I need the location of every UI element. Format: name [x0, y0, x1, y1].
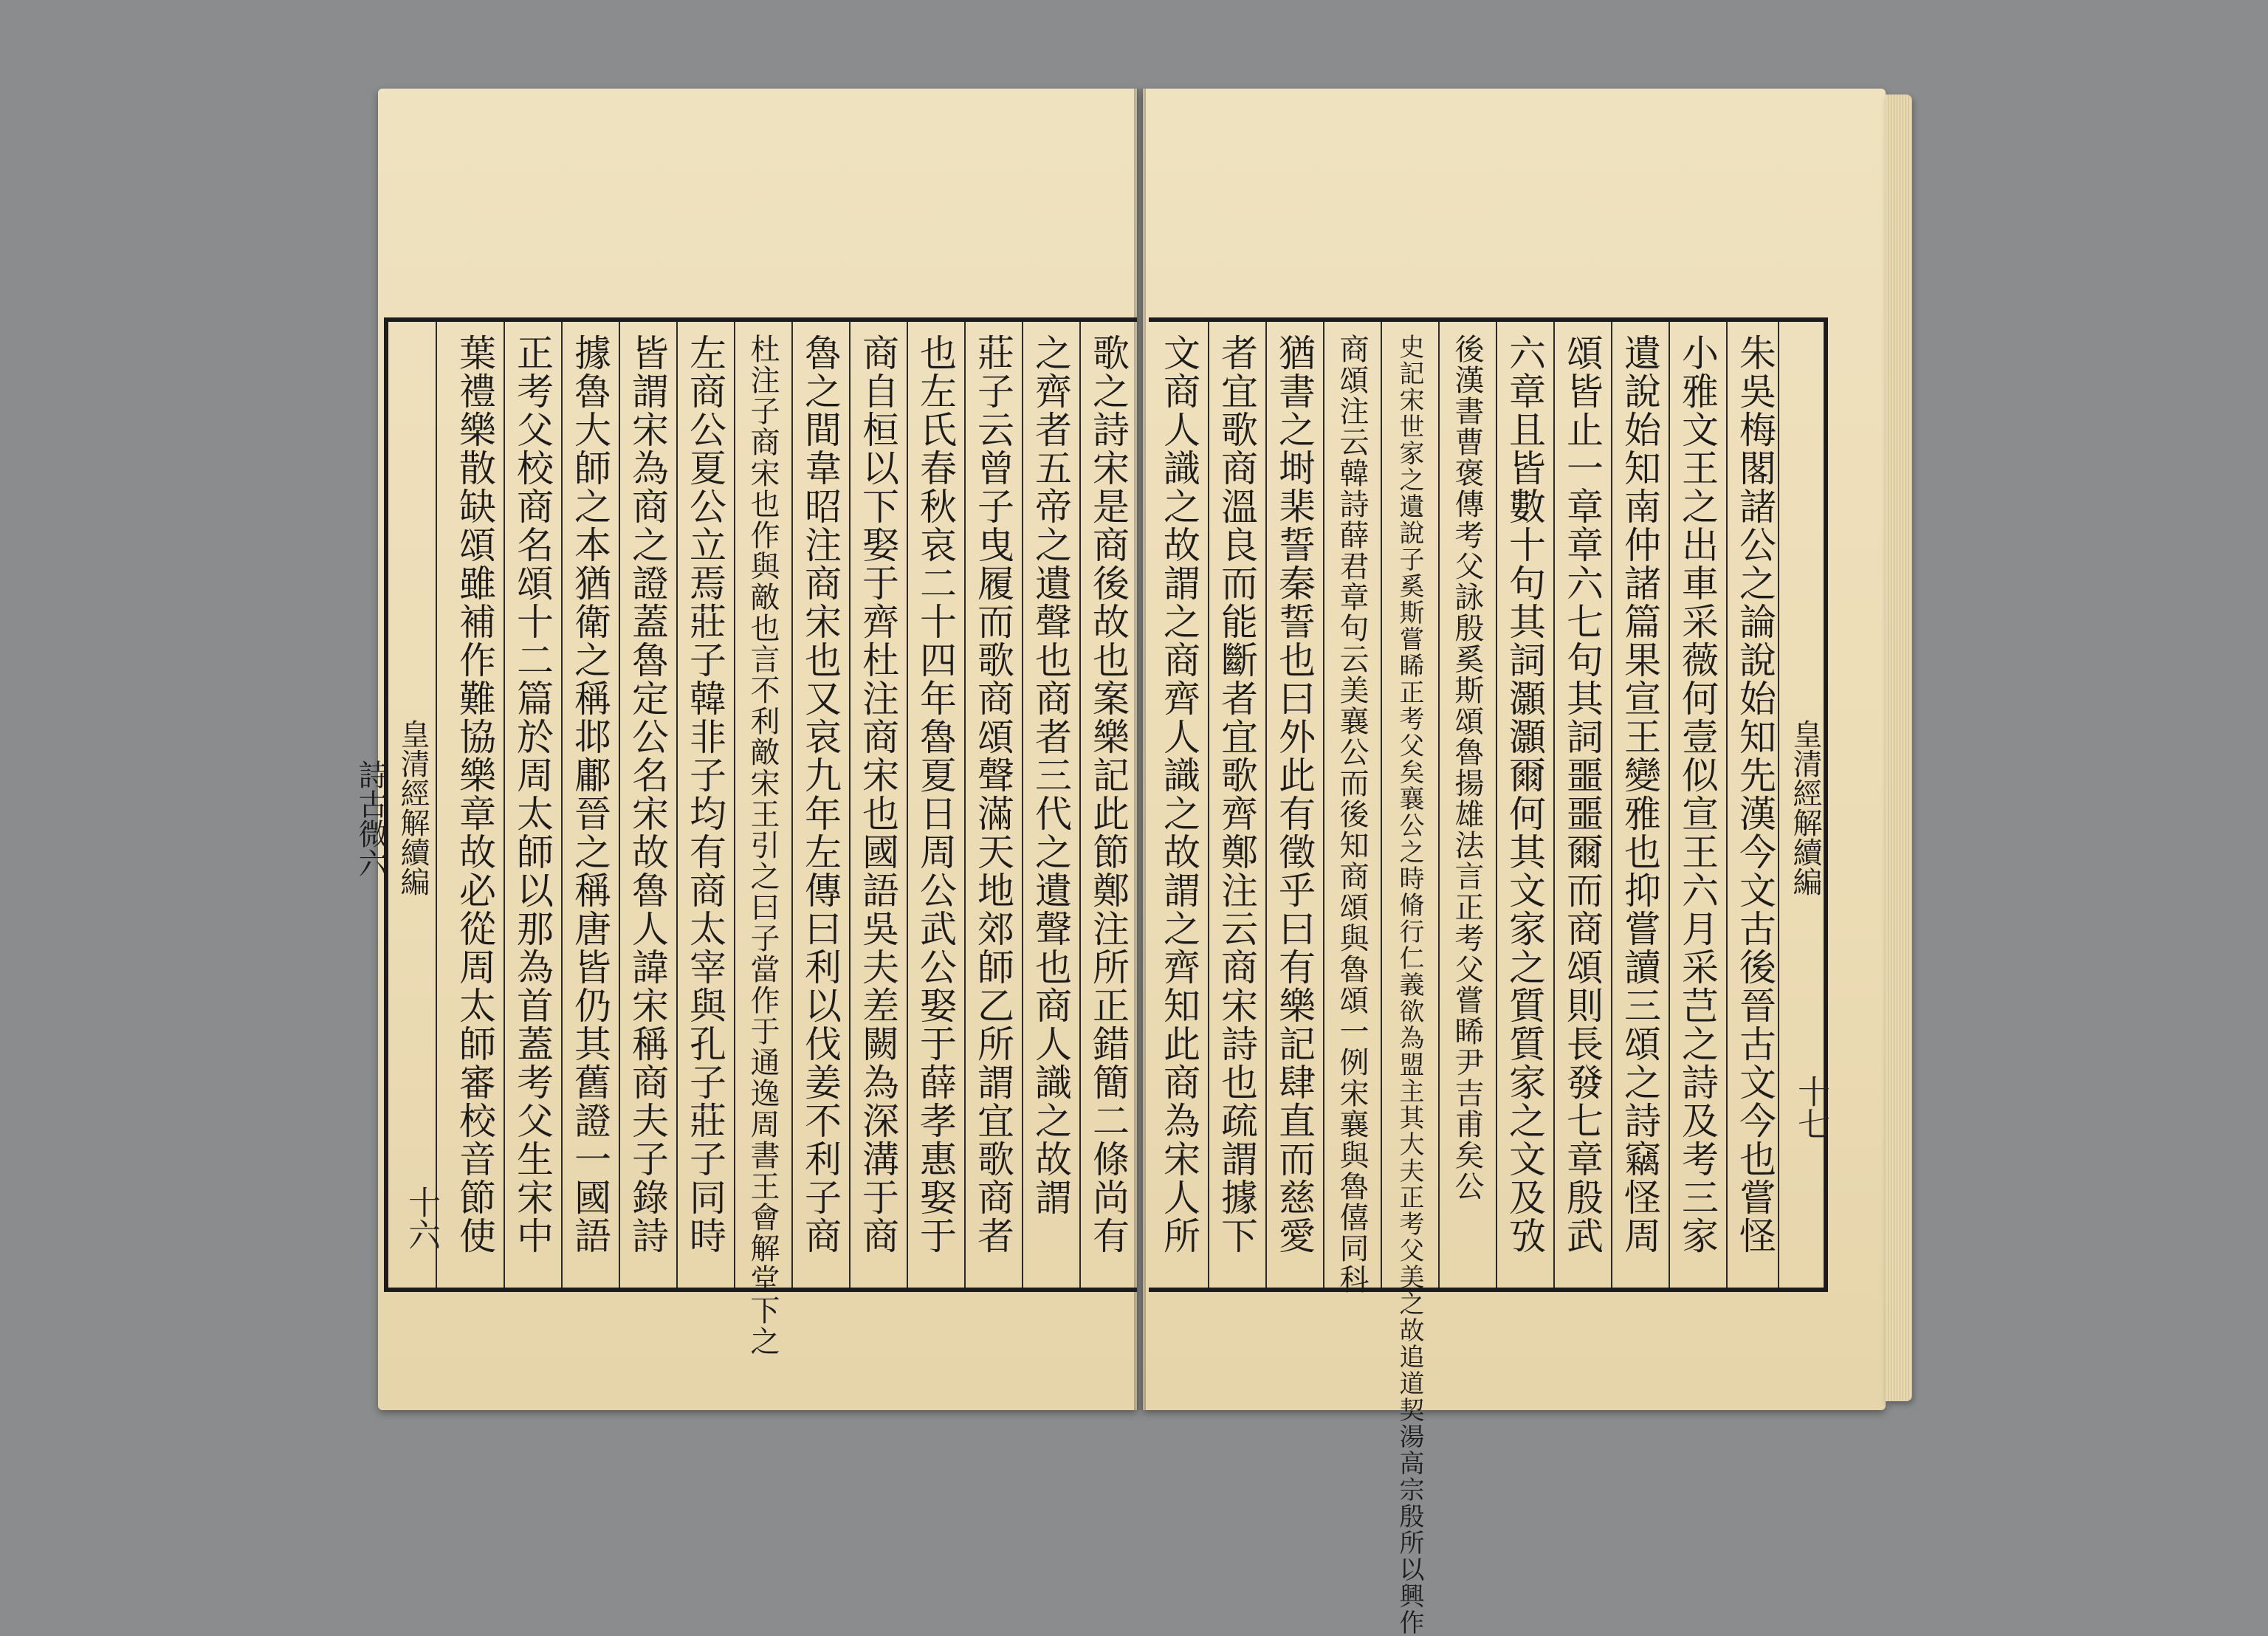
right-column-5: 六章且皆數十句其詞灝灝爾何其文家之質質家之文及攷	[1503, 334, 1546, 1255]
column-rule	[791, 322, 793, 1288]
column-rule	[1323, 322, 1324, 1288]
left-column-2: 之齊者五帝之遺聲也商者三代之遺聲也商人識之故謂	[1029, 334, 1072, 1217]
left-column-8: 左商公夏公立焉莊子韓非子均有商太宰與孔子莊子同時	[684, 334, 726, 1255]
column-rule	[1496, 322, 1497, 1288]
column-rule	[1438, 322, 1440, 1288]
left-column-11: 正考父校商名頌十二篇於周太師以那為首蓋考父生宋中	[511, 334, 554, 1255]
right-center-column	[1781, 322, 1827, 1288]
column-rule	[1726, 322, 1728, 1288]
left-column-3: 莊子云曾子曳履而歌商頌聲滿天地郊師乙所謂宜歌商者	[972, 334, 1014, 1255]
right-column-6: 後漢書曹褒傳考父詠殷奚斯頌魯揚雄法言正考父嘗睎尹吉甫矣公	[1450, 334, 1484, 1202]
column-rule	[1208, 322, 1209, 1288]
column-rule	[964, 322, 966, 1288]
right-column-10: 者宜歌商溫良而能斷者宜歌齊鄭注云商宋詩也疏謂據下	[1215, 334, 1258, 1255]
column-rule	[561, 322, 563, 1288]
column-rule	[1022, 322, 1023, 1288]
right-text-frame	[1149, 317, 1829, 1636]
column-rule	[436, 322, 437, 1288]
column-rule	[1265, 322, 1267, 1288]
column-rule	[676, 322, 678, 1288]
column-rule	[907, 322, 908, 1288]
right-column-8: 商頌注云韓詩薛君章句云美襄公而後知商頌與魯頌一例宋襄與魯僖同科	[1335, 334, 1369, 1295]
left-column-7: 杜注子商宋也作與敵也言不利敵宋王引之曰子當作于通逸周書王會解堂下之	[746, 334, 780, 1357]
column-rule	[1611, 322, 1612, 1288]
column-rule	[1079, 322, 1081, 1288]
left-column-6: 魯之間韋昭注商宋也又哀九年左傳曰利以伐姜不利子商	[799, 334, 842, 1255]
column-rule	[1778, 322, 1779, 1288]
right-column-2: 小雅文王之出車采薇何壹似宣王六月采芑之詩及考三家	[1676, 334, 1719, 1255]
left-column-9: 皆謂宋為商之證蓋魯定公名宋故魯人諱宋稱商夫子錄詩	[626, 334, 669, 1255]
volume-label: 詩古微六	[354, 760, 388, 878]
left-column-12: 葉禮樂散缺頌雖補作難協樂章故必從周太師審校音節使	[453, 334, 496, 1255]
page-edges	[1886, 94, 1912, 1401]
right-page-number: 十七	[1792, 1075, 1829, 1140]
column-rule	[1381, 322, 1382, 1288]
right-column-11: 文商人識之故謂之商齊人識之故謂之齊知此商為宋人所	[1158, 334, 1200, 1255]
right-column-4: 頌皆止一章章六七句其詞噩噩爾而商頌則長發七章殷武	[1561, 334, 1604, 1255]
column-rule	[619, 322, 620, 1288]
left-column-4: 也左氏春秋哀二十四年魯夏日周公武公娶于薛孝惠娶于	[914, 334, 957, 1255]
right-column-1: 朱吳梅閣諸公之論說始知先漢今文古後晉古文今也嘗怪	[1733, 334, 1776, 1255]
column-rule	[504, 322, 505, 1288]
right-column-7: 史記宋世家之遺說子奚斯嘗睎正考父矣襄公之時脩行仁義欲為盟主其大夫正考父美之故追道契湯高宗殷所以興作	[1395, 334, 1424, 1636]
left-center-column	[354, 322, 434, 1288]
column-rule	[734, 322, 735, 1288]
left-page-number: 十六	[402, 1186, 440, 1251]
left-column-1: 歌之詩宋是商後故也案樂記此節鄭注所正錯簡二條尚有	[1087, 334, 1130, 1255]
left-text-frame	[354, 317, 1137, 1357]
series-title: 皇清經解續編	[1788, 719, 1822, 896]
right-column-3: 遺說始知南仲諸篇果宣王變雅也抑嘗讀三頌之詩竊怪周	[1618, 334, 1661, 1255]
left-column-10: 據魯大師之本猶衛之稱邶鄘晉之稱唐皆仍其舊證一國語	[568, 334, 611, 1255]
column-rule	[1553, 322, 1555, 1288]
column-rule	[849, 322, 850, 1288]
series-title: 皇清經解續編	[396, 719, 430, 896]
left-column-5: 商自桓以下娶于齊杜注商宋也國語吳夫差闕為深溝于商	[856, 334, 899, 1255]
column-rule	[1669, 322, 1670, 1288]
right-column-9: 猶書之埘棐誓秦誓也曰外此有徵乎曰有樂記肆直而慈愛	[1273, 334, 1316, 1255]
